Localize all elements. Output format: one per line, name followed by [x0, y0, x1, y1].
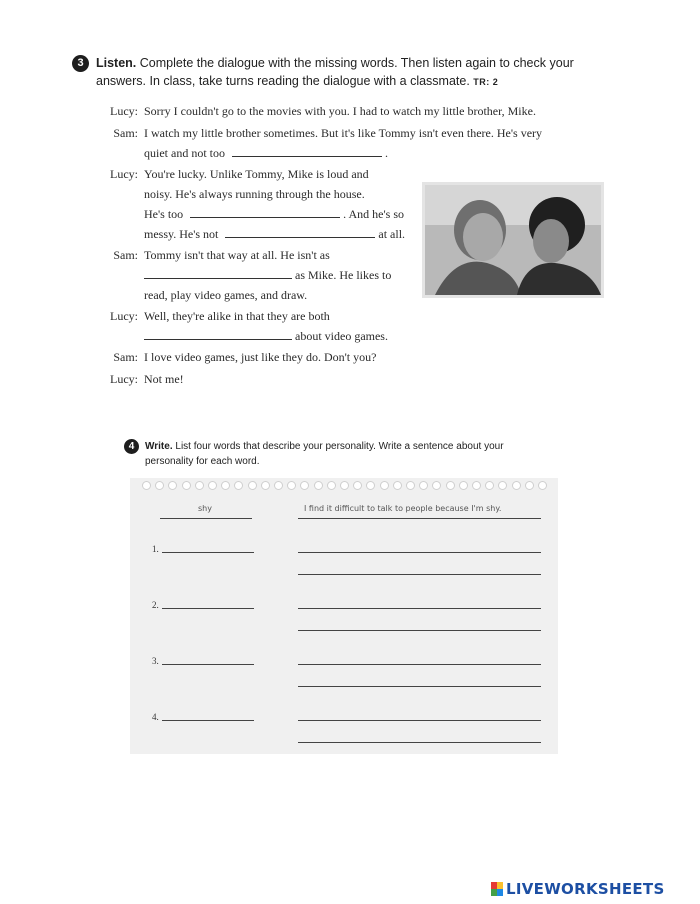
spiral-hole [393, 481, 402, 490]
exercise-4-badge: 4 [124, 439, 139, 454]
notebook-page [130, 478, 558, 754]
exercise-3-lead: Listen. [96, 56, 137, 70]
dialogue-line: I watch my little brother sometimes. But it's like Tommy isn't even there. He's very [144, 126, 543, 140]
spiral-hole [142, 481, 151, 490]
answer-blank-5[interactable] [144, 330, 292, 340]
spiral-hole [287, 481, 296, 490]
spiral-hole [340, 481, 349, 490]
dialogue-line: noisy. He's always running through the house. [144, 187, 365, 201]
sentence-input-1b[interactable] [298, 574, 541, 575]
speaker-lucy: Lucy: [110, 167, 138, 181]
sentence-input-1a[interactable] [298, 552, 541, 553]
spiral-hole [221, 481, 230, 490]
dialogue-line: Sorry I couldn't go to the movies with you. I had to watch my little brother, Mike. [144, 104, 536, 118]
spiral-hole [155, 481, 164, 490]
spiral-hole [498, 481, 507, 490]
logo-square-icon [497, 889, 503, 896]
spiral-hole [485, 481, 494, 490]
word-input-4[interactable] [162, 720, 254, 721]
exercise-4-line1: List four words that describe your personality. Write a sentence about your [172, 441, 504, 452]
dialogue-line: Well, they're alike in that they are both [144, 309, 330, 323]
spiral-hole [168, 481, 177, 490]
sentence-input-2a[interactable] [298, 608, 541, 609]
example-word-line [160, 518, 252, 519]
sentence-input-3a[interactable] [298, 664, 541, 665]
line-text: quiet and not too [144, 146, 225, 160]
spiral-hole [406, 481, 415, 490]
dialogue-line: Not me! [144, 372, 184, 386]
item-number-1: 1. [152, 544, 159, 554]
spiral-hole [472, 481, 481, 490]
item-number-4: 4. [152, 712, 159, 722]
spiral-hole [234, 481, 243, 490]
dialogue-line: read, play video games, and draw. [144, 288, 308, 302]
line-text: He's too [144, 207, 184, 221]
answer-blank-4[interactable] [144, 269, 292, 279]
exercise-3-badge: 3 [72, 55, 89, 72]
sentence-input-3b[interactable] [298, 686, 541, 687]
siblings-photo [422, 182, 604, 298]
spiral-hole [274, 481, 283, 490]
sentence-input-4a[interactable] [298, 720, 541, 721]
spiral-hole [538, 481, 547, 490]
example-sentence-line [298, 518, 541, 519]
spiral-hole [248, 481, 257, 490]
photo-illustration [425, 185, 601, 295]
dialogue-line: You're lucky. Unlike Tommy, Mike is loud and [144, 167, 369, 181]
item-number-3: 3. [152, 656, 159, 666]
line-text: . [385, 146, 388, 160]
example-sentence: I find it difficult to talk to people because I'm shy. [304, 504, 502, 513]
exercise-4-line2: personality for each word. [145, 456, 260, 467]
speaker-lucy: Lucy: [110, 309, 138, 323]
spiral-hole [327, 481, 336, 490]
word-input-2[interactable] [162, 608, 254, 609]
spiral-hole [432, 481, 441, 490]
example-word: shy [198, 504, 212, 513]
line-text: messy. He's not [144, 227, 219, 241]
line-text: as Mike. He likes to [295, 268, 392, 282]
spiral-hole [446, 481, 455, 490]
word-input-1[interactable] [162, 552, 254, 553]
spiral-hole [525, 481, 534, 490]
line-text: . And he's so [343, 207, 405, 221]
dialogue-line [144, 207, 404, 221]
liveworksheets-logo-icon [491, 882, 503, 896]
exercise-4-lead: Write. [145, 441, 173, 452]
spiral-hole [366, 481, 375, 490]
spiral-hole [314, 481, 323, 490]
line-text: about video games. [295, 329, 388, 343]
sentence-input-2b[interactable] [298, 630, 541, 631]
word-input-3[interactable] [162, 664, 254, 665]
line-text: at all. [378, 227, 406, 241]
exercise-3-line2: answers. In class, take turns reading the dialogue with a classmate. [96, 74, 470, 88]
spiral-hole [182, 481, 191, 490]
exercise-3-instructions [96, 54, 596, 91]
spiral-hole [512, 481, 521, 490]
answer-blank-2[interactable] [190, 208, 340, 218]
speaker-sam: Sam: [113, 126, 138, 140]
logo-square-icon [497, 882, 503, 889]
speaker-lucy: Lucy: [110, 104, 138, 118]
sentence-input-4b[interactable] [298, 742, 541, 743]
exercise-3-line1: Complete the dialogue with the missing words. Then listen again to check your [136, 56, 574, 70]
dialogue-line [144, 227, 405, 241]
spiral-hole [353, 481, 362, 490]
spiral-hole [261, 481, 270, 490]
dialogue-line: I love video games, just like they do. Don't you? [144, 350, 377, 364]
speaker-sam: Sam: [113, 350, 138, 364]
dialogue-line [144, 329, 388, 343]
track-label: TR: 2 [473, 77, 499, 87]
answer-blank-1[interactable] [232, 147, 382, 157]
spiral-hole [195, 481, 204, 490]
dialogue-line: Tommy isn't that way at all. He isn't as [144, 248, 330, 262]
liveworksheets-brand[interactable]: LIVEWORKSHEETS [506, 880, 665, 898]
answer-blank-3[interactable] [225, 228, 375, 238]
dialogue-line [144, 146, 388, 160]
speaker-lucy: Lucy: [110, 372, 138, 386]
spiral-hole [208, 481, 217, 490]
spiral-hole [380, 481, 389, 490]
spiral-hole [459, 481, 468, 490]
exercise-4-instructions [145, 439, 565, 469]
dialogue-line [144, 268, 391, 282]
spiral-hole [419, 481, 428, 490]
spiral-hole [300, 481, 309, 490]
item-number-2: 2. [152, 600, 159, 610]
speaker-sam: Sam: [113, 248, 138, 262]
